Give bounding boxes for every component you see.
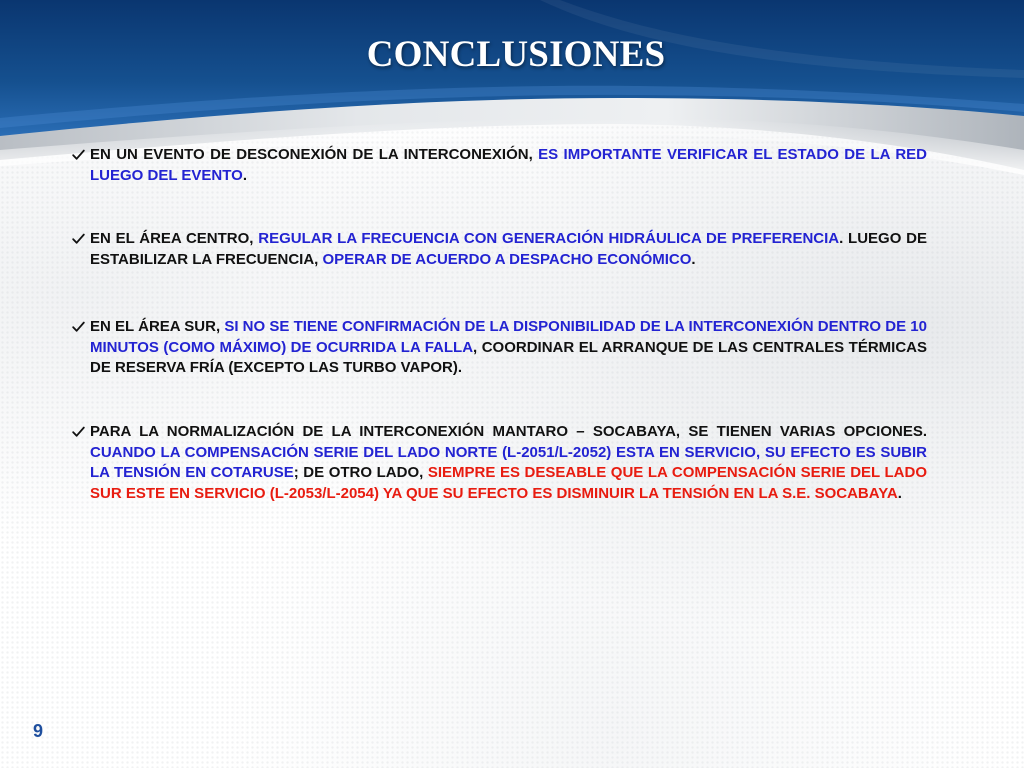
text-segment: . xyxy=(691,250,696,268)
check-icon xyxy=(72,149,85,161)
slide-title: CONCLUSIONES xyxy=(366,34,666,75)
text-segment: SI NO SE TIENE CONFIRMACIÓN DE LA DISPONIBILIDAD DE LA INTERCONEXIÓN DENTRO DE 10 MINUTOS (COMO MÁXIMO) DE OCURRIDA LA FALLA xyxy=(90,318,927,356)
conclusion-text xyxy=(90,145,927,186)
text-segment: . xyxy=(897,484,902,502)
text-segment: . xyxy=(242,166,247,184)
conclusion-text xyxy=(90,229,927,270)
text-segment: REGULAR LA FRECUENCIA CON GENERACIÓN HIDRÁULICA DE PREFERENCIA xyxy=(258,230,840,247)
text-segment: OPERAR DE ACUERDO A DESPACHO ECONÓMICO xyxy=(322,250,692,268)
text-segment: EN EL ÁREA SUR, xyxy=(90,318,225,335)
text-segment: . LUEGO DE ESTABILIZAR LA FRECUENCIA, xyxy=(90,230,927,268)
check-icon xyxy=(72,233,85,245)
text-segment: EN UN EVENTO DE DESCONEXIÓN DE LA INTERCONEXIÓN, xyxy=(90,146,539,163)
text-segment: ; DE OTRO LADO, xyxy=(293,464,428,482)
conclusion-item xyxy=(90,145,927,186)
check-icon xyxy=(72,426,85,438)
conclusion-item xyxy=(90,229,927,270)
text-segment: , COORDINAR EL ARRANQUE DE LAS CENTRALES TÉRMICAS DE RESERVA FRÍA (EXCEPTO LAS TURBO VAPOR). xyxy=(90,338,928,377)
page-number: 9 xyxy=(33,721,44,741)
check-icon xyxy=(72,321,85,333)
text-segment: CUANDO LA COMPENSACIÓN SERIE DEL LADO NORTE (L-2051/L-2052) ESTA EN SERVICIO, SU EFECTO ES SUBIR LA TENSIÓN EN COTARUSE xyxy=(90,443,927,482)
text-segment: EN EL ÁREA CENTRO, xyxy=(90,230,259,247)
text-segment: PARA LA NORMALIZACIÓN DE LA INTERCONEXIÓN MANTARO – SOCABAYA, SE TIENEN VARIAS OPCIONES. xyxy=(90,423,927,440)
conclusion-item xyxy=(90,317,927,379)
conclusion-text xyxy=(90,317,927,379)
text-segment: ES IMPORTANTE VERIFICAR EL ESTADO DE LA RED LUEGO DEL EVENTO xyxy=(90,146,927,184)
text-segment: SIEMPRE ES DESEABLE QUE LA COMPENSACIÓN SERIE DEL LADO SUR ESTE EN SERVICIO (L-2053/L-2054) YA QUE SU EFECTO ES DISMINUIR LA TENSIÓN EN LA S.E. SOCABAYA xyxy=(90,464,928,502)
conclusion-text xyxy=(90,422,927,504)
conclusion-item xyxy=(90,422,927,504)
